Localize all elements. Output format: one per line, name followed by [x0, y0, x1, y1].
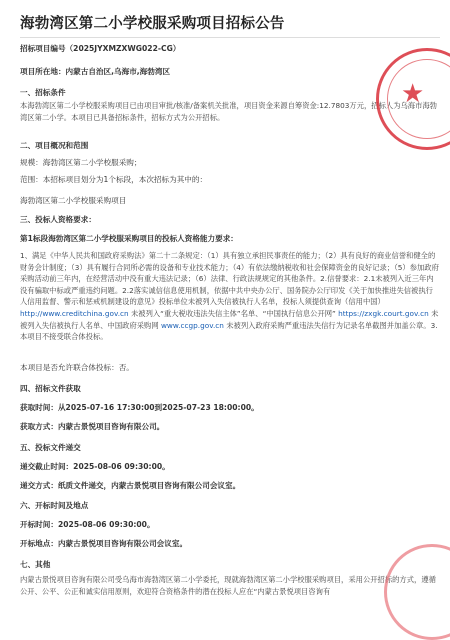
official-seal-icon: ★ — [376, 48, 450, 150]
conditions-text: 本海勃湾区第二小学校服采购项目已由项目审批/核准/备案机关批准，项目资金来源自筹资金:12.7803万元，招标人为乌海市海勃湾区第二小学。本项目已具备招标条件，招标方式为公开招标。 — [20, 101, 437, 122]
overview-scale: 规模：海勃湾区第二小学校服采购； — [20, 158, 142, 167]
section-heading-opening: 六、开标时间及地点 — [20, 501, 89, 510]
ccgp-link[interactable]: www.ccgp.gov.cn — [160, 320, 224, 330]
obtain-time: 获取时间：从2025-07-16 17:30:00到2025-07-23 18:00:00。 — [20, 403, 259, 412]
qualification-text-part3: 未被列入失信被执行人名单、中国政府采购网 — [20, 308, 439, 330]
joint-bid-note: 本项目是否允许联合体投标：否。 — [20, 363, 134, 372]
submit-method: 递交方式：纸质文件递交，内蒙古景悦项目咨询有限公司会议室。 — [20, 481, 241, 490]
qualification-text-part4: 未被列入政府采购严重违法失信行为记录名单截图并加盖公章。3.本项目不接受联合体投标。 — [20, 320, 438, 342]
section-heading-submit: 五、投标文件递交 — [20, 443, 81, 452]
title-divider — [20, 37, 440, 38]
section-heading-conditions: 一、招标条件 — [20, 88, 66, 97]
section-heading-overview: 二、项目概况和范围 — [20, 141, 89, 150]
qualification-text-part1: 1、满足《中华人民共和国政府采购法》第二十二条规定：（1）具有独立承担民事责任的能力；（2）具有良好的商业信誉和健全的财务会计制度；（3）具有履行合同所必需的设备和专业技术能力；（4）有依法缴纳税收和社会保障资金的良好记录；（5）参加政府采购活动前三年内，在经营活动中没有重大违法记录；（6）法律、行政法规规定的其他条件。2.信誉要求：2.1未被列入近三年内没有骗取中标或严重违约问题。2.2落实诚信信息使用机制，依据中共中央办公厅、国务院办公厅印发《关于加快推进失信被执行人信用监督、警示和惩戒机制建设的意见》投标单位未被列入失信被执行人名单，投标人须提供查询（信用中国） — [20, 251, 439, 307]
project-number: 招标项目编号（2025JYXMZXWG022-CG） — [20, 44, 181, 53]
other-text: 内蒙古景悦项目咨询有限公司受乌海市海勃湾区第二小学委托，现就海勃湾区第二小学校服采购项目，采用公开招标的方式，遵循公开、公平、公正和诚实信用原则，欢迎符合资格条件的潜在投标人应在“内蒙古景悦项目咨询有 — [20, 575, 436, 596]
section-heading-qualification: 三、投标人资格要求： — [20, 215, 96, 224]
opening-time: 开标时间：2025-08-06 09:30:00。 — [20, 520, 155, 529]
section-heading-obtain: 四、招标文件获取 — [20, 384, 81, 393]
opening-place: 开标地点：内蒙古景悦项目咨询有限公司会议室。 — [20, 539, 188, 548]
official-seal-bottom-icon — [384, 544, 450, 640]
project-location: 项目所在地：内蒙古自治区,乌海市,海勃湾区 — [20, 67, 171, 76]
qualification-text-part2: 未被列入“重大税收违法失信主体”名单、“中国执行信息公开网” — [130, 308, 336, 318]
qualification-heading: 第1标段海勃湾区第二小学校服采购项目的投标人资格能力要求： — [20, 234, 238, 243]
section-heading-other: 七、其他 — [20, 560, 51, 569]
creditchina-link[interactable]: http://www.creditchina.gov.cn — [20, 308, 129, 318]
overview-lot: 海勃湾区第二小学校服采购项目 — [20, 196, 127, 205]
overview-scope: 范围：本招标项目划分为1个标段，本次招标为其中的： — [20, 175, 208, 184]
qualification-text — [20, 250, 440, 343]
page-title: 海勃湾区第二小学校服采购项目招标公告 — [20, 16, 285, 32]
court-link[interactable]: https://zxgk.court.gov.cn — [338, 308, 429, 318]
submit-deadline: 递交截止时间：2025-08-06 09:30:00。 — [20, 462, 170, 471]
obtain-method: 获取方式：内蒙古景悦项目咨询有限公司。 — [20, 422, 165, 431]
